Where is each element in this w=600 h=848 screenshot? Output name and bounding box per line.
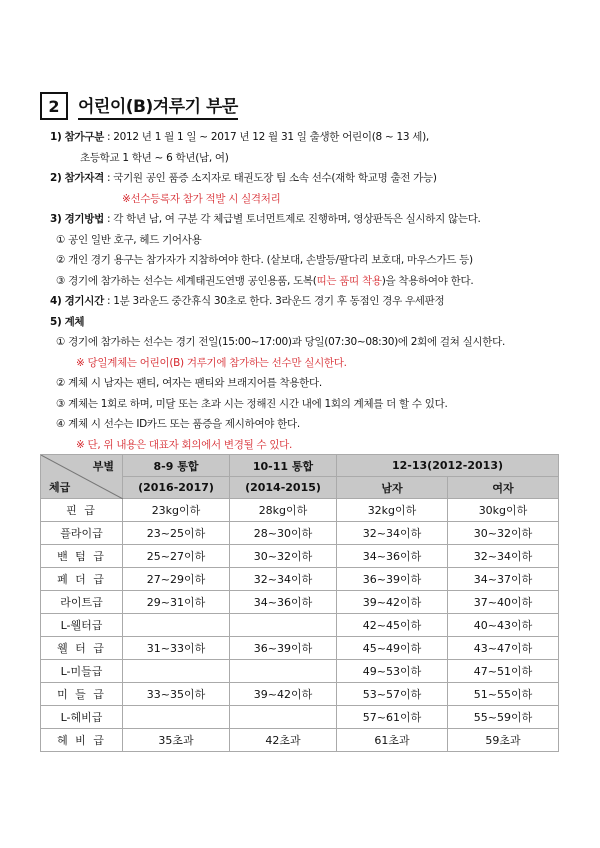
method-sub2: ② 개인 경기 용구는 참가자가 지참하여야 한다. (샅보대, 손발등/팔다리 보호대, 마우스가드 등) — [56, 254, 473, 266]
cell-b — [230, 706, 337, 729]
cell-cls: L-미들급 — [41, 660, 123, 683]
female-header: 여자 — [448, 477, 559, 499]
cell-a — [123, 660, 230, 683]
cell-cls: 핀 급 — [41, 499, 123, 522]
eligibility-line: 1) 참가구분 : 2012 년 1 월 1 일 ~ 2017 년 12 월 31 일 출생한 어린이(8 ~ 13 세), — [50, 131, 429, 143]
cell-cls: 라이트급 — [41, 591, 123, 614]
rules-body — [0, 127, 600, 455]
table-row — [41, 683, 559, 706]
cell-m: 45~49이하 — [337, 637, 448, 660]
cell-m: 49~53이하 — [337, 660, 448, 683]
weighin-sub4: ④ 계체 시 선수는 ID카드 또는 품증을 제시하여야 한다. — [56, 418, 300, 430]
qualification-line: 2) 참가자격 : 국기원 공인 품증 소지자로 태권도장 팀 소속 선수(재학 학교명 출전 가능) — [50, 172, 437, 184]
cell-b: 39~42이하 — [230, 683, 337, 706]
table-row — [41, 522, 559, 545]
table-row — [41, 499, 559, 522]
corner-bottom: 체급 — [49, 481, 71, 494]
cell-f: 47~51이하 — [448, 660, 559, 683]
cell-b: 30~32이하 — [230, 545, 337, 568]
cell-m: 39~42이하 — [337, 591, 448, 614]
cell-f: 34~37이하 — [448, 568, 559, 591]
cell-f: 59초과 — [448, 729, 559, 752]
cell-a: 23~25이하 — [123, 522, 230, 545]
weighin-sub3: ③ 계체는 1회로 하며, 미달 또는 초과 시는 정해진 시간 내에 1회의 계체를 더 할 수 있다. — [56, 397, 448, 410]
cell-b: 34~36이하 — [230, 591, 337, 614]
table-row — [41, 637, 559, 660]
section-number: 2 — [40, 92, 68, 120]
weight-class-table — [40, 454, 559, 752]
cell-m: 32~34이하 — [337, 522, 448, 545]
cell-b: 28~30이하 — [230, 522, 337, 545]
group-1-header: 8-9 통합 — [123, 455, 230, 477]
cell-cls: 웰 터 급 — [41, 637, 123, 660]
section-header — [40, 92, 238, 120]
group-1-years: (2016-2017) — [123, 477, 230, 499]
cell-cls: 미 들 급 — [41, 683, 123, 706]
cell-m: 57~61이하 — [337, 706, 448, 729]
cell-f: 37~40이하 — [448, 591, 559, 614]
cell-b: 36~39이하 — [230, 637, 337, 660]
cell-f: 40~43이하 — [448, 614, 559, 637]
cell-cls: 플라이급 — [41, 522, 123, 545]
cell-a — [123, 614, 230, 637]
cell-m: 53~57이하 — [337, 683, 448, 706]
cell-a: 23kg이하 — [123, 499, 230, 522]
group-3-header: 12-13(2012-2013) — [337, 455, 559, 477]
cell-a: 35초과 — [123, 729, 230, 752]
cell-f: 43~47이하 — [448, 637, 559, 660]
cell-a: 31~33이하 — [123, 637, 230, 660]
cell-f: 30kg이하 — [448, 499, 559, 522]
cell-b: 32~34이하 — [230, 568, 337, 591]
cell-f: 51~55이하 — [448, 683, 559, 706]
cell-b: 28kg이하 — [230, 499, 337, 522]
cell-a: 27~29이하 — [123, 568, 230, 591]
time-line: 4) 경기시간 : 1분 3라운드 중간휴식 30초로 한다. 3라운드 경기 후 동점인 경우 우세판정 — [50, 295, 445, 307]
cell-cls: 페 더 급 — [41, 568, 123, 591]
cell-f: 55~59이하 — [448, 706, 559, 729]
cell-cls: L-웰터급 — [41, 614, 123, 637]
cell-cls: 밴 텀 급 — [41, 545, 123, 568]
male-header: 남자 — [337, 477, 448, 499]
cell-cls: L-헤비급 — [41, 706, 123, 729]
table-row — [41, 614, 559, 637]
weighin-note1: ※ 당일계체는 어린이(B) 겨루기에 참가하는 선수만 실시한다. — [76, 356, 347, 369]
corner-top: 부별 — [92, 460, 114, 473]
qualification-note: ※선수등록자 참가 적발 시 실격처리 — [122, 192, 281, 205]
cell-m: 42~45이하 — [337, 614, 448, 637]
cell-f: 32~34이하 — [448, 545, 559, 568]
eligibility-cont: 초등학교 1 학년 ~ 6 학년(남, 여) — [80, 151, 229, 164]
weighin-sub2: ② 계체 시 남자는 팬티, 여자는 팬티와 브래지어를 착용한다. — [56, 377, 322, 389]
cell-a: 25~27이하 — [123, 545, 230, 568]
group-2-years: (2014-2015) — [230, 477, 337, 499]
cell-m: 32kg이하 — [337, 499, 448, 522]
method-line: 3) 경기방법 : 각 학년 남, 여 구분 각 체급별 토너먼트제로 진행하며, 영상판독은 실시하지 않는다. — [50, 213, 481, 225]
cell-m: 61초과 — [337, 729, 448, 752]
group-2-header: 10-11 통합 — [230, 455, 337, 477]
weighin-line: 5) 계체 — [50, 315, 85, 328]
table-row — [41, 729, 559, 752]
cell-a: 33~35이하 — [123, 683, 230, 706]
method-sub3: ③ 경기에 참가하는 선수는 세계태권도연맹 공인용품, 도복(띠는 품띠 착용)을 착용하여야 한다. — [56, 274, 474, 287]
cell-a: 29~31이하 — [123, 591, 230, 614]
table-row — [41, 706, 559, 729]
weighin-note2: ※ 단, 위 내용은 대표자 회의에서 변경될 수 있다. — [76, 438, 293, 451]
table-corner — [41, 455, 123, 499]
cell-f: 30~32이하 — [448, 522, 559, 545]
cell-b — [230, 660, 337, 683]
cell-cls: 헤 비 급 — [41, 729, 123, 752]
table-row — [41, 545, 559, 568]
table-row — [41, 591, 559, 614]
table-row — [41, 568, 559, 591]
section-title: 어린이(B)겨루기 부문 — [78, 92, 238, 120]
cell-b — [230, 614, 337, 637]
weighin-sub1: ① 경기에 참가하는 선수는 경기 전일(15:00~17:00)과 당일(07:30~08:30)에 2회에 걸쳐 실시한다. — [56, 336, 506, 348]
table-row — [41, 660, 559, 683]
cell-m: 36~39이하 — [337, 568, 448, 591]
cell-m: 34~36이하 — [337, 545, 448, 568]
method-sub1: ① 공인 일반 호구, 헤드 기어사용 — [56, 233, 202, 246]
cell-b: 42초과 — [230, 729, 337, 752]
cell-a — [123, 706, 230, 729]
